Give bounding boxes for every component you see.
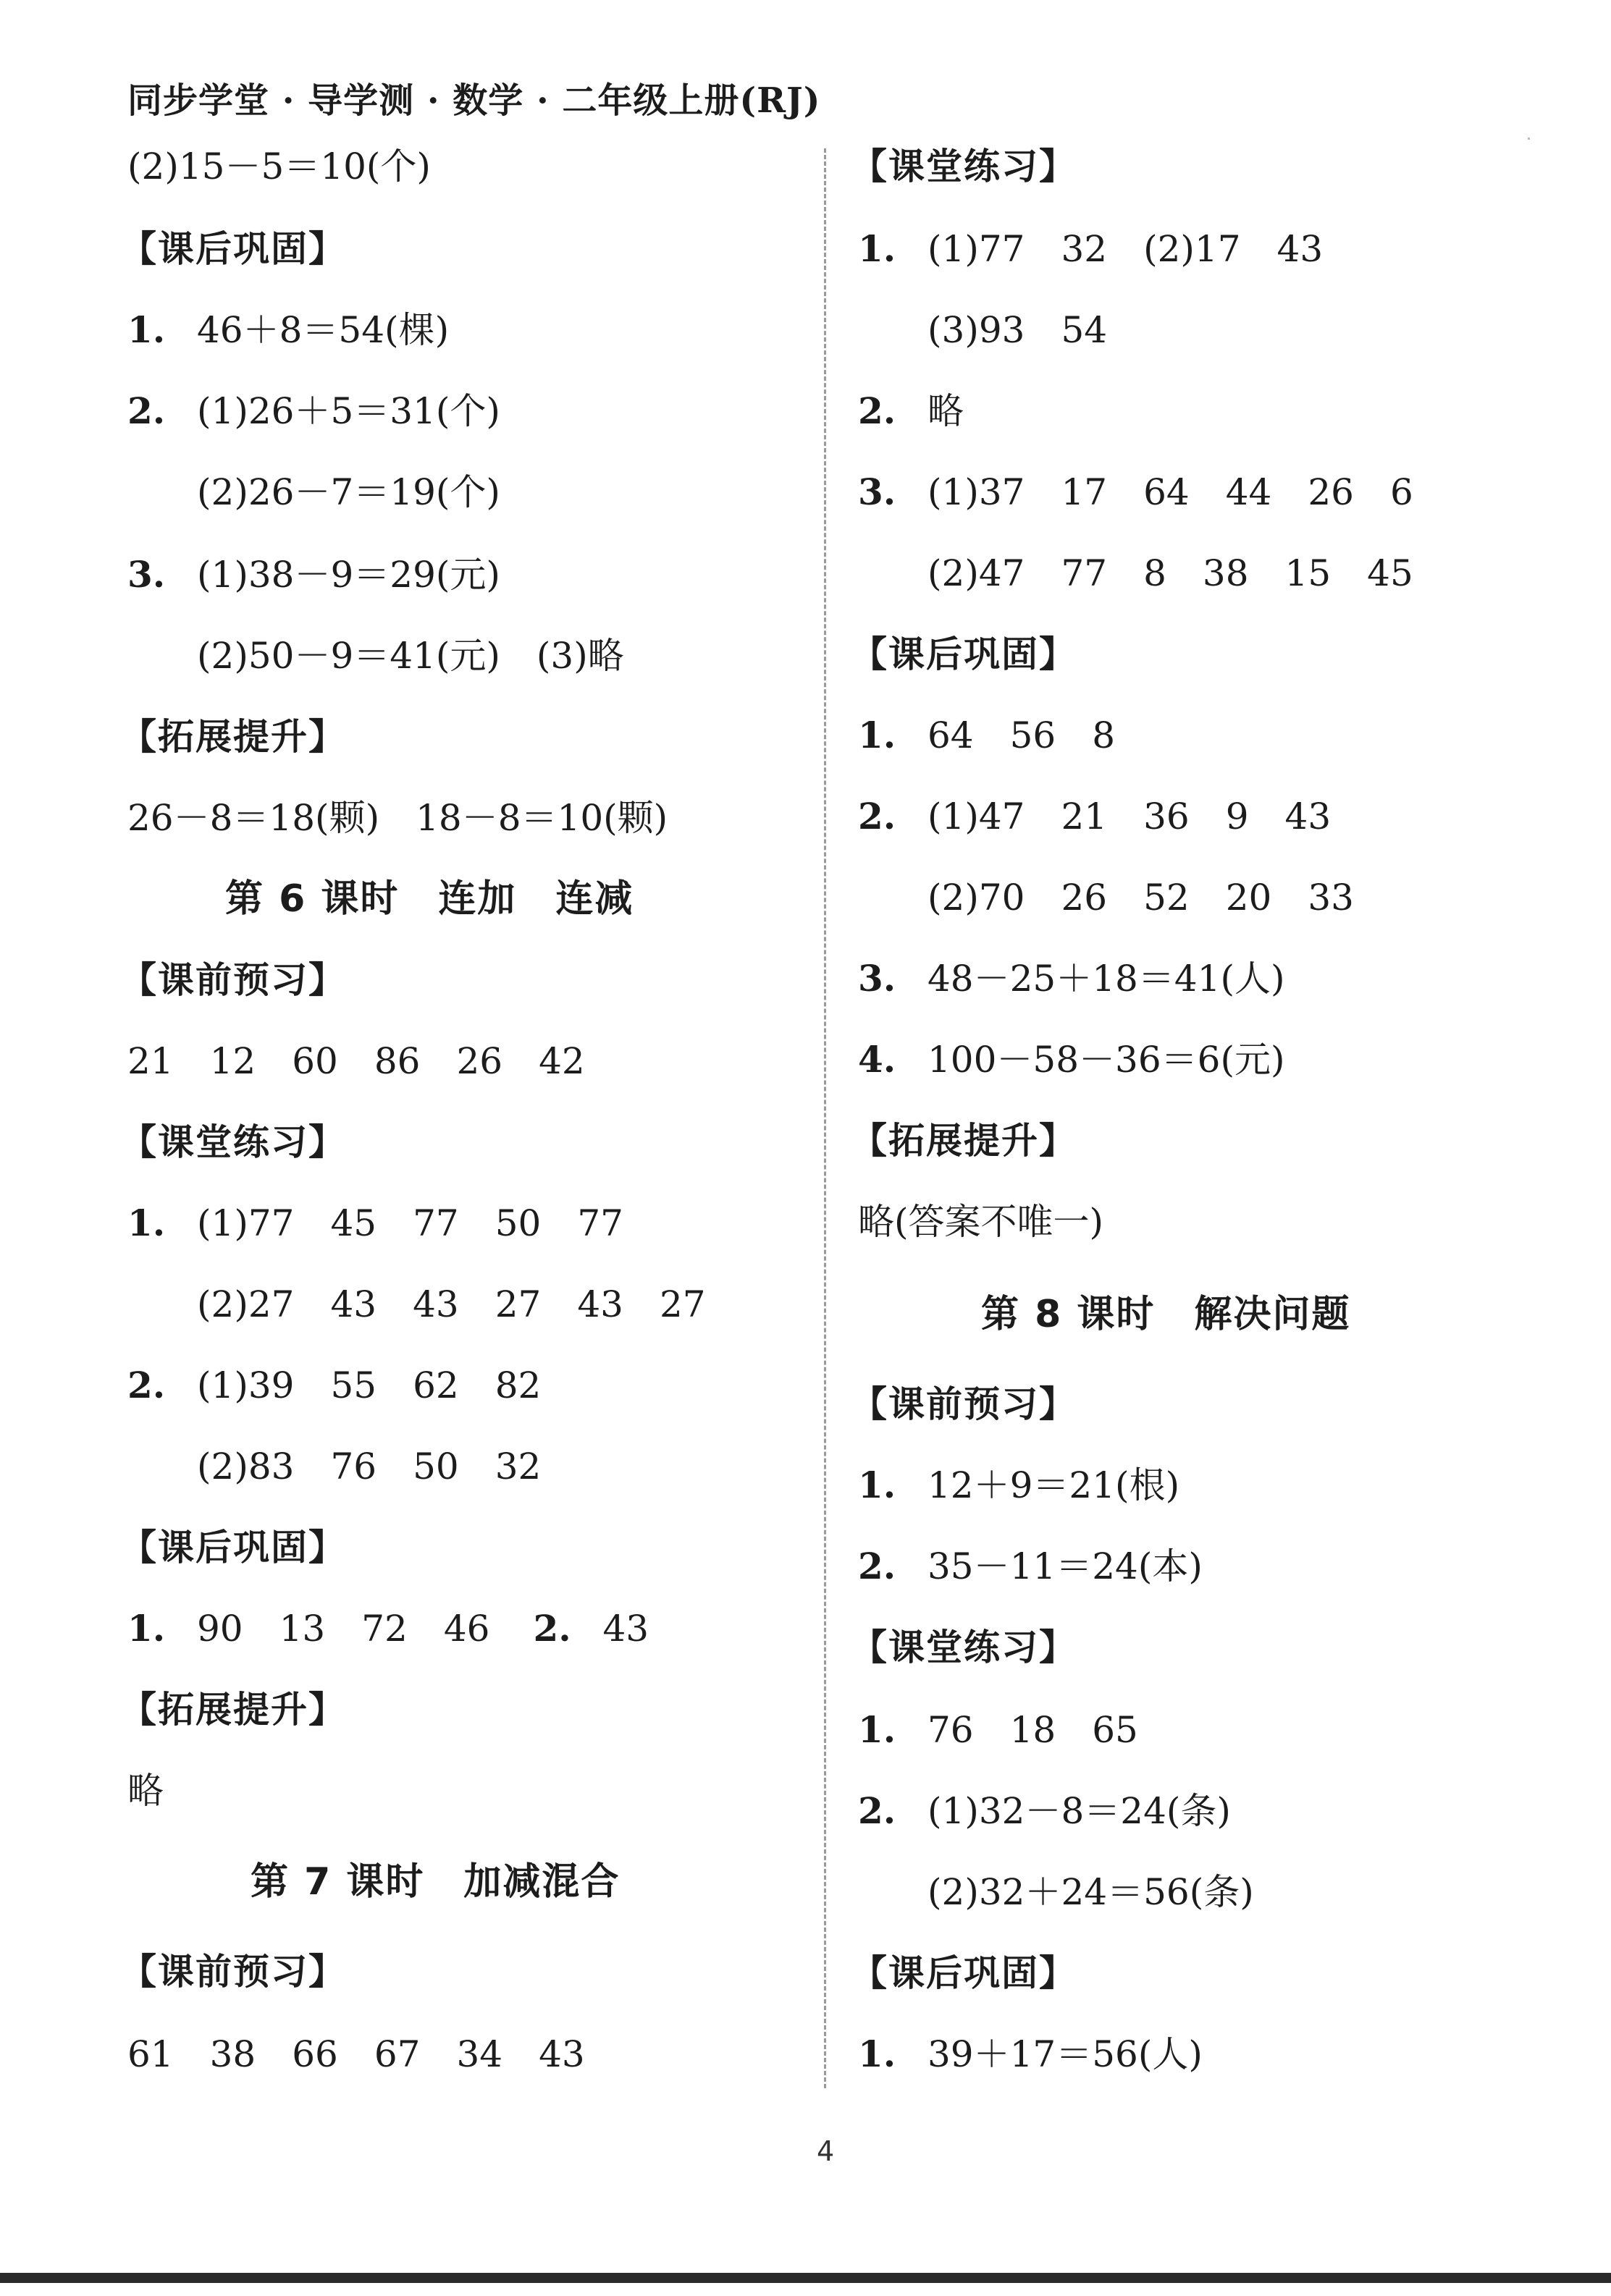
answer-line (858, 470, 1413, 514)
lesson-title: 第 8 课时 解决问题 (981, 1293, 1351, 1336)
question-number: 2. (533, 1607, 571, 1650)
bottom-edge-bar (0, 2273, 1611, 2283)
section-heading: 【课后巩固】 (120, 228, 346, 270)
answer-text: 39＋17＝56(人) (928, 2033, 1203, 2075)
column-divider (824, 148, 826, 2088)
answer-line (858, 227, 1323, 271)
question-number: 2. (858, 1545, 896, 1587)
question-number: 1. (858, 1708, 896, 1751)
section-heading: 【课前预习】 (120, 1951, 346, 1993)
page-number: 4 (817, 2135, 835, 2167)
answer-line (858, 1038, 1285, 1081)
answer-line: 略(答案不唯一) (858, 1201, 1104, 1243)
lesson-title: 第 7 课时 加减混合 (251, 1860, 621, 1904)
answer-text: 35－11＝24(本) (928, 1545, 1203, 1587)
question-number: 1. (127, 308, 166, 351)
answer-line (127, 308, 449, 352)
answer-line (858, 2033, 1203, 2076)
answer-line: (2)26－7＝19(个) (197, 471, 500, 513)
answer-line: 26－8＝18(颗) 18－8＝10(颗) (127, 797, 668, 839)
section-heading: 【课后巩固】 (851, 633, 1077, 675)
answer-line (127, 1202, 623, 1245)
answer-line (858, 795, 1331, 838)
answer-text: (1)77 32 (2)17 43 (928, 228, 1324, 270)
answer-text: 64 56 8 (928, 714, 1116, 756)
question-number: 1. (858, 227, 896, 270)
answer-text: (1)32－8＝24(条) (928, 1790, 1231, 1832)
answer-line (127, 1607, 649, 1650)
answer-line (858, 1708, 1138, 1752)
question-number: 1. (127, 1607, 166, 1650)
answer-text: (1)77 45 77 50 77 (197, 1202, 623, 1244)
question-number: 3. (858, 470, 896, 513)
section-heading: 【拓展提升】 (851, 1120, 1077, 1162)
answer-line: (2)47 77 8 38 15 45 (928, 552, 1413, 594)
answer-line: (2)27 43 43 27 43 27 (197, 1283, 706, 1325)
section-heading: 【课前预习】 (851, 1383, 1077, 1425)
answer-line (858, 714, 1115, 757)
question-number: 2. (858, 795, 896, 837)
answer-line (858, 1464, 1179, 1507)
section-heading: 【课后巩固】 (851, 1952, 1077, 1994)
answer-text: (1)38－9＝29(元) (197, 554, 500, 596)
answer-text: 12＋9＝21(根) (928, 1464, 1180, 1506)
section-heading: 【课堂练习】 (120, 1121, 346, 1163)
answer-line: (2)15－5＝10(个) (127, 145, 431, 187)
answer-text: 46＋8＝54(棵) (197, 309, 450, 351)
question-number: 1. (127, 1202, 166, 1244)
section-heading: 【拓展提升】 (120, 1689, 346, 1731)
question-number: 3. (858, 957, 896, 1000)
answer-text: (1)37 17 64 44 26 6 (928, 471, 1413, 513)
question-number: 4. (858, 1038, 896, 1081)
question-number: 1. (858, 2033, 896, 2075)
answer-line: (2)70 26 52 20 33 (928, 877, 1354, 919)
answer-line: 略 (127, 1770, 164, 1812)
answer-line (858, 389, 964, 433)
answer-line (858, 1545, 1203, 1588)
section-heading: 【课后巩固】 (120, 1527, 346, 1569)
answer-text: (1)47 21 36 9 43 (928, 795, 1332, 837)
answer-line (858, 957, 1285, 1000)
answer-line: 61 38 66 67 34 43 (127, 2033, 585, 2075)
question-number: 2. (858, 389, 896, 432)
answer-text: (1)39 55 62 82 (197, 1364, 542, 1406)
scan-mark (1528, 138, 1530, 140)
answer-text: 90 13 72 46 (197, 1608, 490, 1650)
question-number: 2. (858, 1789, 896, 1832)
page-header: 同步学堂 · 导学测 · 数学 · 二年级上册(RJ) (127, 80, 821, 121)
answer-text: 43 (602, 1608, 649, 1650)
answer-text: 76 18 65 (928, 1709, 1138, 1751)
answer-line (127, 553, 500, 596)
answer-line: (2)83 76 50 32 (197, 1445, 542, 1487)
question-number: 1. (858, 1464, 896, 1506)
answer-text: 100－58－36＝6(元) (928, 1039, 1285, 1081)
question-number: 3. (127, 553, 166, 596)
answer-text: 48－25＋18＝41(人) (928, 958, 1285, 1000)
answer-line (127, 389, 500, 433)
section-heading: 【课堂练习】 (851, 1626, 1077, 1668)
lesson-title: 第 6 课时 连加 连减 (225, 877, 634, 921)
answer-line (858, 1789, 1231, 1833)
answer-line: (3)93 54 (928, 309, 1108, 351)
answer-line: (2)32＋24＝56(条) (928, 1871, 1254, 1913)
section-heading: 【课堂练习】 (851, 145, 1077, 187)
question-number: 2. (127, 389, 166, 432)
question-number: 2. (127, 1364, 166, 1406)
answer-line: (2)50－9＝41(元) (3)略 (197, 635, 624, 677)
answer-line: 21 12 60 86 26 42 (127, 1040, 585, 1082)
answer-text: 略 (928, 390, 964, 432)
answer-text: (1)26＋5＝31(个) (197, 390, 500, 432)
question-number: 1. (858, 714, 896, 756)
section-heading: 【拓展提升】 (120, 716, 346, 758)
answer-line (127, 1364, 541, 1407)
section-heading: 【课前预习】 (120, 959, 346, 1001)
